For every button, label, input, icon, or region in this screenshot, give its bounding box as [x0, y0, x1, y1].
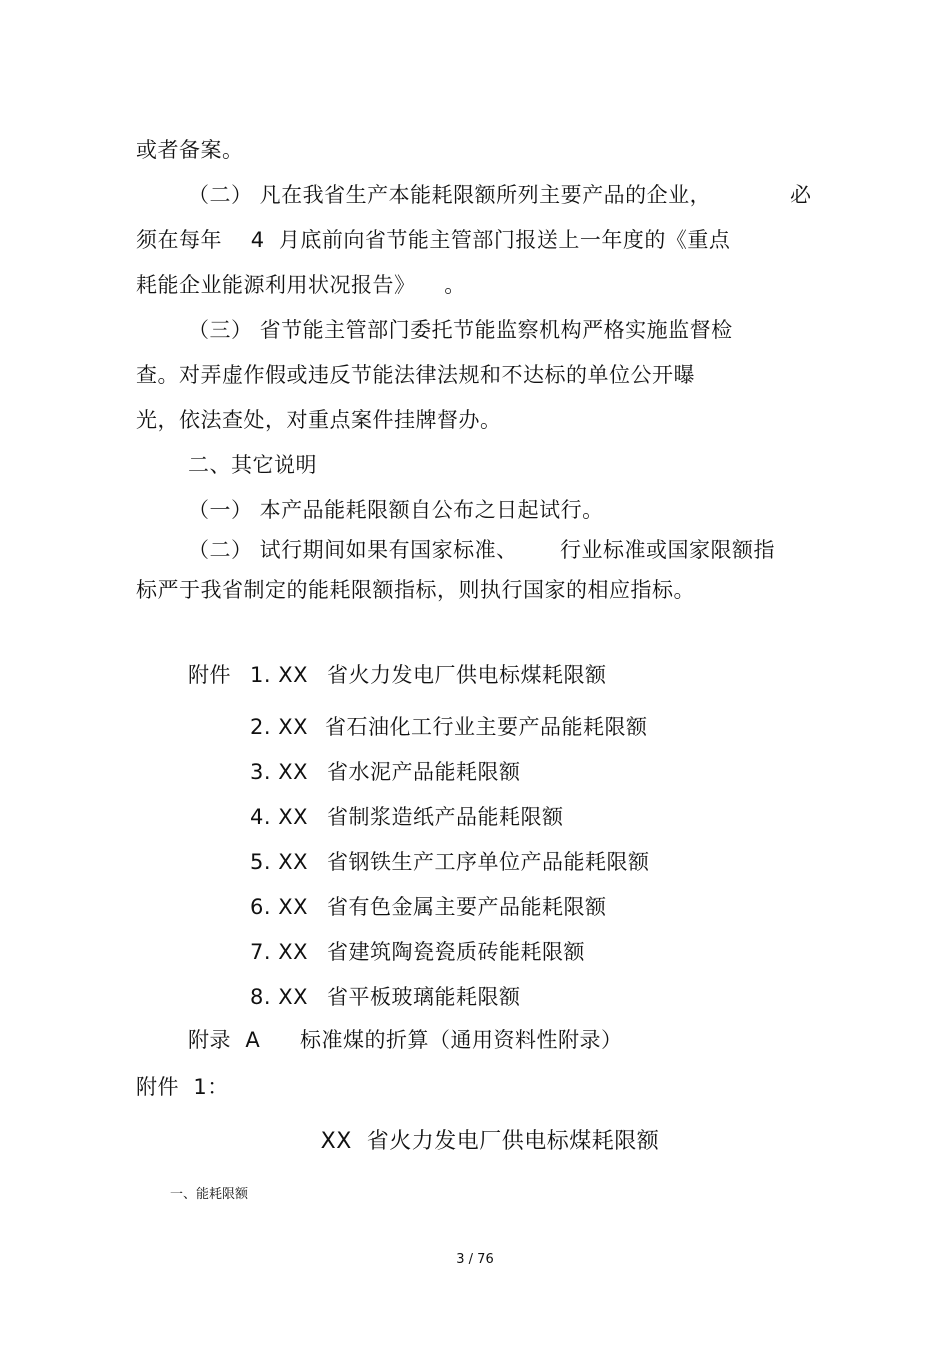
attachment-reference: 附件 1：: [136, 1075, 229, 1099]
paragraph-line-5: （三） 省节能主管部门委托节能监察机构严格实施监督检: [188, 318, 733, 342]
attachment-2-number: 2. XX: [250, 715, 308, 739]
attachment-4-number: 4. XX: [250, 805, 308, 829]
section-heading: XX 省火力发电厂供电标煤耗限额: [320, 1129, 660, 1154]
attachment-2-title: 省石油化工行业主要产品能耗限额: [325, 715, 648, 739]
attachment-7-number: 7. XX: [250, 940, 308, 964]
paragraph-line-10-end: 行业标准或国家限额指: [560, 538, 775, 562]
paragraph-line-6: 查。对弄虚作假或违反节能法律法规和不达标的单位公开曝: [136, 363, 695, 387]
attachment-4-title: 省制浆造纸产品能耗限额: [327, 805, 564, 829]
paragraph-line-3: 须在每年 4 月底前向省节能主管部门报送上一年度的《重点: [136, 228, 731, 252]
attachment-5-number: 5. XX: [250, 850, 308, 874]
attachments-prefix: 附件: [188, 663, 231, 687]
attachment-6-title: 省有色金属主要产品能耗限额: [327, 895, 607, 919]
paragraph-line-11: 标严于我省制定的能耗限额指标，则执行国家的相应指标。: [136, 578, 695, 602]
attachment-5-title: 省钢铁生产工序单位产品能耗限额: [327, 850, 650, 874]
page-number: 3 / 76: [456, 1252, 494, 1267]
attachment-8-title: 省平板玻璃能耗限额: [327, 985, 521, 1009]
paragraph-line-7: 光，依法查处，对重点案件挂牌督办。: [136, 408, 502, 432]
attachment-3-number: 3. XX: [250, 760, 308, 784]
attachment-8-number: 8. XX: [250, 985, 308, 1009]
attachment-3-title: 省水泥产品能耗限额: [327, 760, 521, 784]
paragraph-line-1: 或者备案。: [136, 138, 244, 162]
paragraph-line-2-start: （二） 凡在我省生产本能耗限额所列主要产品的企业，: [188, 183, 712, 207]
paragraph-line-10-start: （二） 试行期间如果有国家标准、: [188, 538, 518, 562]
appendix-label: 附录 A: [188, 1028, 261, 1052]
paragraph-line-2-end: 必: [790, 183, 812, 207]
appendix-title: 标准煤的折算（通用资料性附录）: [300, 1028, 623, 1052]
section-title-other: 二、其它说明: [188, 453, 317, 477]
attachment-7-title: 省建筑陶瓷瓷质砖能耗限额: [327, 940, 585, 964]
attachment-6-number: 6. XX: [250, 895, 308, 919]
attachment-1-title: 省火力发电厂供电标煤耗限额: [327, 663, 607, 687]
paragraph-line-9: （一） 本产品能耗限额自公布之日起试行。: [188, 498, 604, 522]
section-subheading: 一、能耗限额: [170, 1187, 249, 1202]
paragraph-line-4: 耗能企业能源利用状况报告》 。: [136, 273, 466, 297]
attachment-1-number: 1. XX: [250, 663, 308, 687]
